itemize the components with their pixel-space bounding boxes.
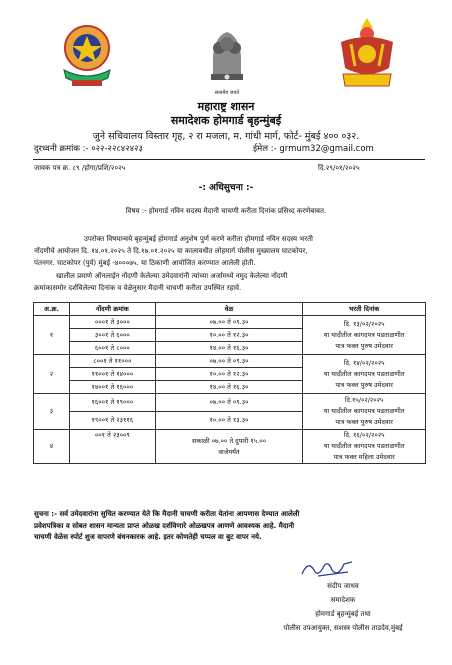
date-line: पात्र फक्त महिला उमेदवार — [333, 453, 395, 461]
note-line: चाचणी वेळेस स्पोर्ट शुज वापरणे बंधनकारक आहे. इतर कोणतेही चप्पल वा बुट वापर नये. — [34, 533, 262, 541]
header-divider — [33, 159, 425, 160]
date-line: दि. १४/०२/२०२५ — [343, 358, 385, 367]
note-line: प्रवेशपत्रिका व सोबत शासन मान्यता प्राप्त ओळख दर्शविणारे ओळखपत्र आणणे आवश्यक आहे. मैदानी — [34, 521, 295, 530]
schedule-table — [33, 302, 426, 464]
cell-time: १४.०० ते १६.३० — [155, 342, 303, 355]
col-header-time: वेळ — [155, 303, 303, 316]
reference-number: जावक पत्र क्र. ८९ /होगा/प्रशि/२०२५ — [34, 164, 126, 172]
cell-reg: ३००१ ते ६००० — [69, 329, 155, 342]
col-header-date: भरती दिनांक — [303, 303, 426, 316]
date-line: पात्र फक्त पुरुष उमेदवार — [335, 380, 393, 389]
cell-reg: १९००१ ते २३११६ — [69, 412, 155, 430]
cell-time: १०.०० ते १२.३० — [155, 368, 303, 381]
cell-sr: ४ — [34, 430, 70, 464]
date-line: दि. १६/०२/२०२५ — [343, 431, 385, 439]
notice-title: -: अधिसुचना :- — [198, 183, 254, 193]
letter-date: दि.२९/०१/२०२५ — [318, 164, 360, 172]
cell-sr: ३ — [34, 394, 70, 430]
national-emblem — [205, 26, 249, 88]
office-address: जुने सचिवालय विस्तार गृह, २ रा मजला, म. गांधी मार्ग, फोर्ट- मुंबई ४०० ०३२. — [92, 131, 360, 142]
govt-title: महाराष्ट्र शासन — [197, 100, 255, 113]
paragraph-2 — [34, 270, 426, 294]
cell-time: १०.०० ते १३.३० — [155, 412, 303, 430]
note-line: सुचना :- सर्व उमेदवारांना सुचित करण्यात येते कि मैदानी चाचणी करीता येतांना आपणास देण्यात आलेली — [34, 510, 300, 518]
time-line: वाजेपर्यंत — [218, 447, 240, 456]
notice-subject: विषय :- होमगार्ड नविन सदस्य मैदानी चाचणी करीता दिनांक प्रसिध्द करणेबाबत. — [125, 207, 327, 215]
cell-reg: ११००१ ते १४००० — [69, 368, 155, 381]
paragraph-2-line: खालील प्रमाणे ऑनलाईन नोंदणी केलेल्या उमेदवारांनी त्यांच्या अर्जामध्ये नमुद केलेल्या नोंदणी — [56, 272, 288, 280]
date-line: या यादीतील कागदपत्र पडताळणीत — [323, 330, 405, 339]
cell-reg: ०००१ ते ३००० — [69, 316, 155, 329]
office-title: समादेशक होमगार्ड बृहन्मुंबई — [170, 114, 282, 127]
table-row — [34, 430, 426, 464]
phone-number: दुरध्वनी क्रमांक :- ०२२-२२८४२४२३ — [34, 144, 143, 154]
homeguard-logo-right — [333, 14, 401, 98]
table-row — [34, 316, 426, 329]
table-row — [34, 355, 426, 368]
paragraph-1-line: पंतनगर. घाटकोपर (पुर्व) मुंबई -४०००७५. या ठिकाणी आयोजित करण्यात आलेली होती. — [34, 259, 256, 267]
date-line: या यादीतील कागदपत्र पडताळणीत — [323, 442, 405, 450]
signatory-name: संदीप जाधव — [327, 582, 359, 590]
homeguard-logo-left — [58, 22, 116, 92]
col-header-sr: अ.क्र. — [34, 303, 70, 316]
time-line: सकाळी ०७.०० ते दुपारी १५.०० — [191, 436, 266, 445]
cell-time: ०७.०० ते ०९.३० — [155, 355, 303, 368]
cell-reg: ००१ ते २३००९ — [69, 430, 155, 464]
signatory-line3: होमगार्ड बृहन्मुंबई तथा — [315, 610, 371, 618]
date-line: दि. १३/०२/२०२५ — [343, 319, 385, 328]
cell-date — [303, 355, 426, 394]
col-header-reg: नोंदणी क्रमांक — [69, 303, 155, 316]
date-line: या यादीतील कागदपत्र पडताळणीत — [323, 369, 405, 378]
cell-time: ०७.०० ते ०९.३० — [155, 316, 303, 329]
paragraph-1-line: उपरोक्त विषयान्वये बृहन्मुंबई होमगार्ड अनुशेष पुर्ण करणे करीता होमगार्ड नविन सदस्य भरती — [84, 235, 313, 243]
paragraph-2-line: क्रमांकासमोर दर्शविलेल्या दिनांक व वेळेनुसार मैदानी चाचणी करीता उपस्थित रहावे. — [34, 284, 242, 292]
date-line: या यादीतील कागदपत्र पडताळणीत — [323, 407, 405, 415]
paragraph-1-line: नोंदणीचे आयोजन दि. १४.०१.२०२५ ते दि.१७.०१.२०२५ या कालावधीत लोहमार्ग पोलीस मुख्यालय घाटकोपर, — [34, 247, 308, 255]
cell-date — [303, 430, 426, 464]
paragraph-1 — [34, 233, 426, 269]
cell-time: ०७.०० ते ०९.३० — [155, 394, 303, 412]
cell-time: १०.०० ते १२.३० — [155, 329, 303, 342]
table-row — [34, 394, 426, 412]
cell-time — [155, 430, 303, 464]
cell-sr: २ — [34, 355, 70, 394]
cell-date — [303, 394, 426, 430]
cell-sr: १ — [34, 316, 70, 355]
date-line: पात्र फक्त पुरुष उमेदवार — [335, 341, 393, 350]
cell-date — [303, 316, 426, 355]
cell-reg: १४००१ ते १६००० — [69, 381, 155, 394]
cell-reg: १६००१ ते १९००० — [69, 394, 155, 412]
table-header-row — [34, 303, 426, 316]
cell-time: १४.०० ते १६.३० — [155, 381, 303, 394]
instructions-note — [34, 509, 426, 544]
cell-reg: ६००१ ते ८००० — [69, 342, 155, 355]
email-address: ईमेल :- grmum32@gmail.com — [253, 144, 374, 154]
signatory-designation: समादेशक — [330, 596, 356, 604]
date-line: दि.१५/०२/२०२५ — [344, 396, 384, 404]
signatory-line4: पोलीस उपआयुक्त, सशस्त्र पोलीस ताडदेव,मुंबई — [283, 624, 403, 632]
cell-reg: ८००१ ते ११००० — [69, 355, 155, 368]
date-line: पात्र फक्त पुरुष उमेदवार — [335, 418, 393, 426]
emblem-caption: सत्यमेव जयते — [214, 90, 240, 96]
handwritten-signature — [298, 556, 358, 582]
